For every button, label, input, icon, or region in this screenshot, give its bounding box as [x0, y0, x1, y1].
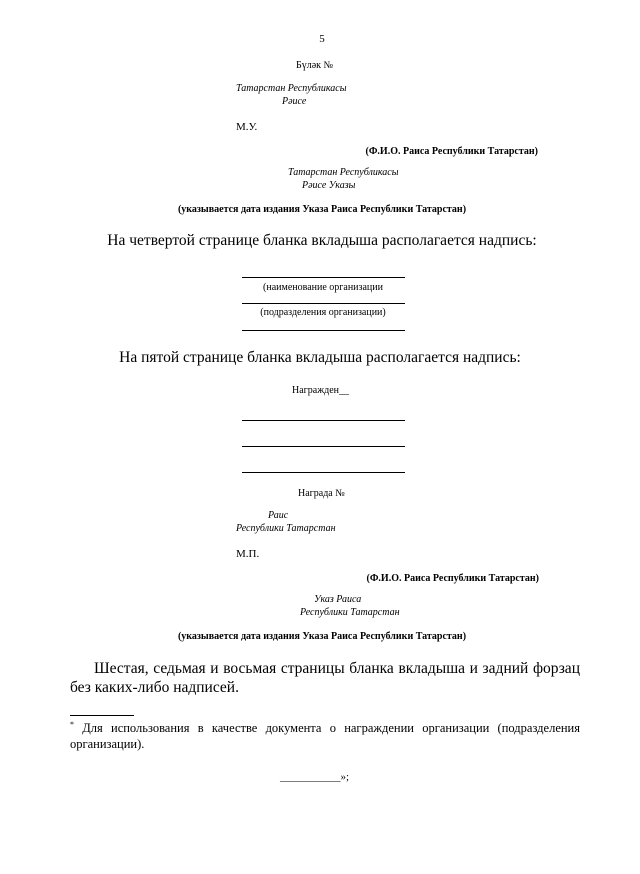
- org-name-line: [242, 277, 405, 278]
- ending-blank: ___________: [280, 771, 341, 783]
- awarded-label: Награжден__: [292, 385, 349, 396]
- ending-mark: [280, 771, 349, 783]
- fio-label: (Ф.И.О. Раиса Республики Татарстан): [365, 146, 538, 157]
- decree-line-2: Рәисе Указы: [302, 180, 356, 191]
- page5-heading: На пятой странице бланка вкладыша располагается надпись:: [119, 349, 521, 366]
- closing-paragraph: Шестая, седьмая и восьмая страницы бланка вкладыша и задний форзац без каких-либо надписей.: [70, 660, 580, 696]
- org-name-caption: (наименование организации: [263, 282, 383, 293]
- republic-label-ru: Республики Татарстан: [236, 523, 336, 534]
- page4-heading: На четвертой странице бланка вкладыша располагается надпись:: [107, 232, 537, 249]
- republic-label: Татарстан Республикасы: [236, 83, 347, 94]
- page-number: 5: [319, 33, 325, 45]
- footnote-text: Для использования в качестве документа о награждении организации (подразделения организации).: [70, 721, 580, 752]
- head-label-ru: Раис: [268, 510, 289, 521]
- decree-line-1: Татарстан Республикасы: [288, 167, 399, 178]
- footnote-separator: [70, 715, 134, 716]
- appendix-label: Бүләк №: [296, 60, 334, 71]
- seal-label: М.У.: [236, 121, 258, 133]
- date-note: (указывается дата издания Указа Раиса Республики Татарстан): [177, 204, 467, 215]
- decree-line-2-ru: Республики Татарстан: [300, 607, 400, 618]
- footnote: [70, 717, 580, 752]
- fio-label-ru: (Ф.И.О. Раиса Республики Татарстан): [366, 573, 539, 584]
- awarded-line-2: [242, 446, 405, 447]
- seal-label-ru: М.П.: [236, 548, 260, 560]
- decree-line-1-ru: Указ Раиса: [314, 594, 362, 605]
- footnote-marker: *: [70, 720, 74, 729]
- org-division-line: [242, 303, 405, 304]
- head-label: Рәисе: [282, 96, 307, 107]
- awarded-line-3: [242, 472, 405, 473]
- ending-quote: »;: [340, 771, 350, 783]
- date-note-ru: (указывается дата издания Указа Раиса Республики Татарстан): [177, 631, 467, 642]
- org-division-caption: (подразделения организации): [260, 307, 386, 318]
- extra-line: [242, 330, 405, 331]
- awarded-line-1: [242, 420, 405, 421]
- award-number-label: Награда №: [298, 488, 345, 499]
